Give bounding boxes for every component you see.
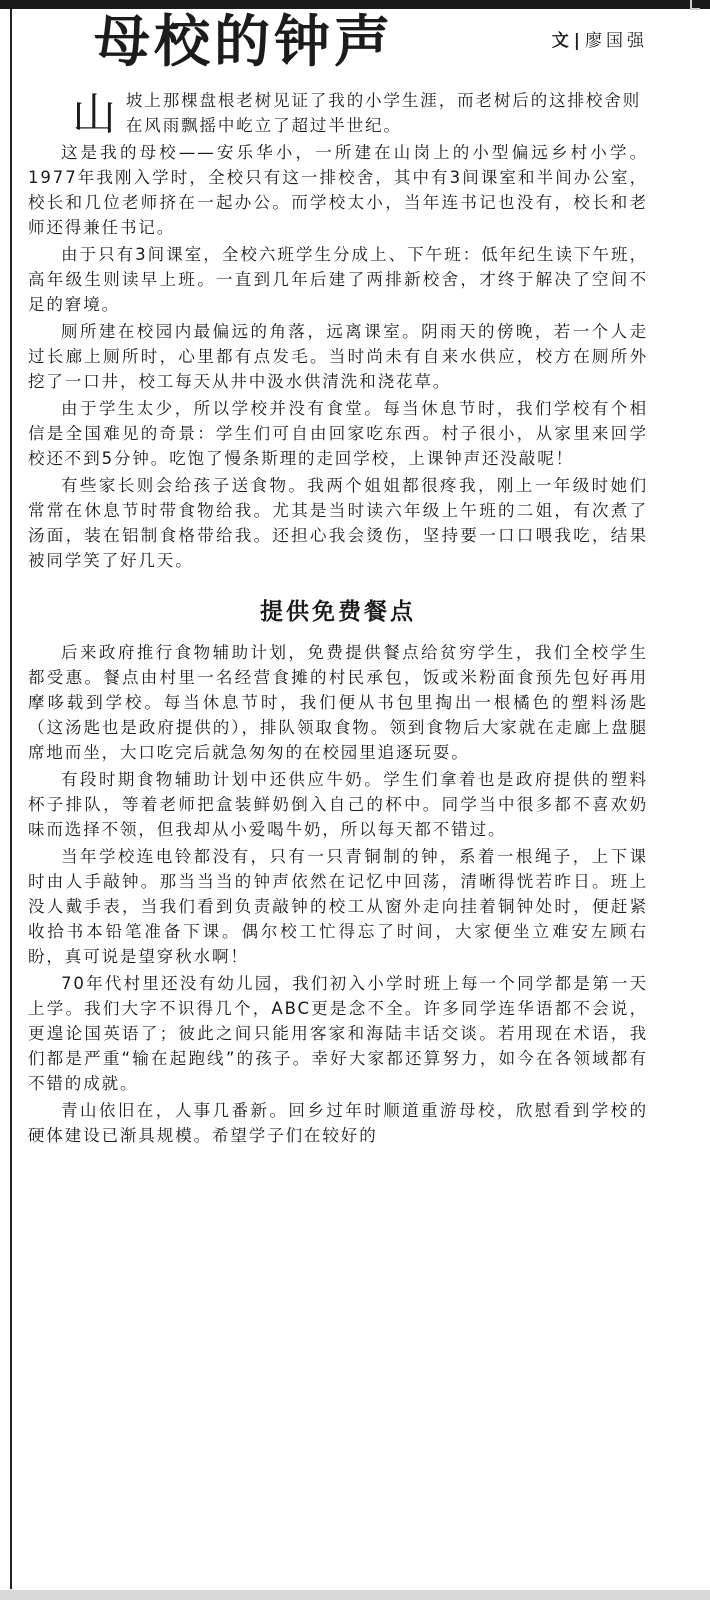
intro-text: 坡上那棵盘根老树见证了我的小学生涯，而老树后的这排校舍则在风雨飘摇中屹立了超过半世纪。 xyxy=(125,91,642,135)
bottom-bar xyxy=(0,1590,710,1600)
byline-author: 廖国强 xyxy=(585,31,648,51)
page-left-border xyxy=(10,9,12,1589)
byline-label: 文 xyxy=(551,31,573,51)
article-title: 母校的钟声 xyxy=(94,9,394,75)
paragraph: 这是我的母校——安乐华小，一所建在山岗上的小型偏远乡村小学。1977年我刚入学时，全校只有这一排校舍，其中有3间课室和半间办公室，校长和几位老师挤在一起办公。而学校太小，当年连书记也没有，校长和老师还得兼任书记。 xyxy=(28,143,648,237)
dropcap-letter: 山 xyxy=(72,89,118,140)
paragraph: 有些家长则会给孩子送食物。我两个姐姐都很疼我，刚上一年级时她们常常在休息节时带食物给我。尤其是当时读六年级上午班的二姐，有次煮了汤面，装在铝制食格带给我。还担心我会烫伤，坚持要一口口喂我吃，结果被同学笑了好几天。 xyxy=(28,476,648,570)
paragraph: 当年学校连电铃都没有，只有一只青铜制的钟，系着一根绳子，上下课时由人手敲钟。那当当当的钟声依然在记忆中回荡，清晰得恍若昨日。班上没人戴手表，当我们看到负责敲钟的校工从窗外走向挂着铜钟处时，便赶紧收拾书本铅笔准备下课。偶尔校工忙得忘了时间，大家便坐立难安左顾右盼，真可说是望穿秋水啊！ xyxy=(28,847,648,966)
paragraph: 70年代村里还没有幼儿园，我们初入小学时班上每一个同学都是第一天上学。我们大字不识得几个，ABC更是念不全。许多同学连华语都不会说，更遑论国英语了；彼此之间只能用客家和海陆丰话交谈。若用现在术语，我们都是严重“输在起跑线”的孩子。幸好大家都还算努力，如今在各领域都有不错的成就。 xyxy=(28,974,648,1093)
corner-indicator-icon xyxy=(690,0,700,10)
intro-paragraph xyxy=(28,88,648,138)
byline-separator: | xyxy=(573,31,584,51)
subheading: 提供免费餐点 xyxy=(260,599,416,625)
paragraph: 有段时期食物辅助计划中还供应牛奶。学生们拿着也是政府提供的塑料杯子排队，等着老师把盒装鲜奶倒入自己的杯中。同学当中很多都不喜欢奶味而选择不领，但我却从小爱喝牛奶，所以每天都不错过。 xyxy=(28,770,648,839)
paragraph: 后来政府推行食物辅助计划，免费提供餐点给贫穷学生，我们全校学生都受惠。餐点由村里一名经营食摊的村民承包，饭或米粉面食预先包好再用摩哆载到学校。每当休息节时，我们便从书包里掏出一根橘色的塑料汤匙（这汤匙也是政府提供的），排队领取食物。领到食物后大家就在走廊上盘腿席地而坐，大口吃完后就急匆匆的在校园里追逐玩耍。 xyxy=(28,643,648,762)
paragraph: 由于学生太少，所以学校并没有食堂。每当休息节时，我们学校有个相信是全国难见的奇景：学生们可自由回家吃东西。村子很小，从家里来回学校还不到5分钟。吃饱了慢条斯理的走回学校，上课钟声还没敲呢！ xyxy=(28,399,648,468)
paragraph: 青山依旧在，人事几番新。回乡过年时顺道重游母校，欣慰看到学校的硬体建设已渐具规模。希望学子们在较好的 xyxy=(28,1101,648,1145)
top-status-bar xyxy=(0,0,710,9)
paragraph: 由于只有3间课室，全校六班学生分成上、下午班：低年纪生读下午班，高年级生则读早上班。一直到几年后建了两排新校舍，才终于解决了空间不足的窘境。 xyxy=(28,245,648,314)
article xyxy=(28,10,648,1148)
paragraph: 厕所建在校园内最偏远的角落，远离课室。阴雨天的傍晚，若一个人走过长廊上厕所时，心里都有点发毛。当时尚未有自来水供应，校方在厕所外挖了一口井，校工每天从井中汲水供清洗和浇花草。 xyxy=(28,322,648,391)
byline xyxy=(552,26,648,51)
